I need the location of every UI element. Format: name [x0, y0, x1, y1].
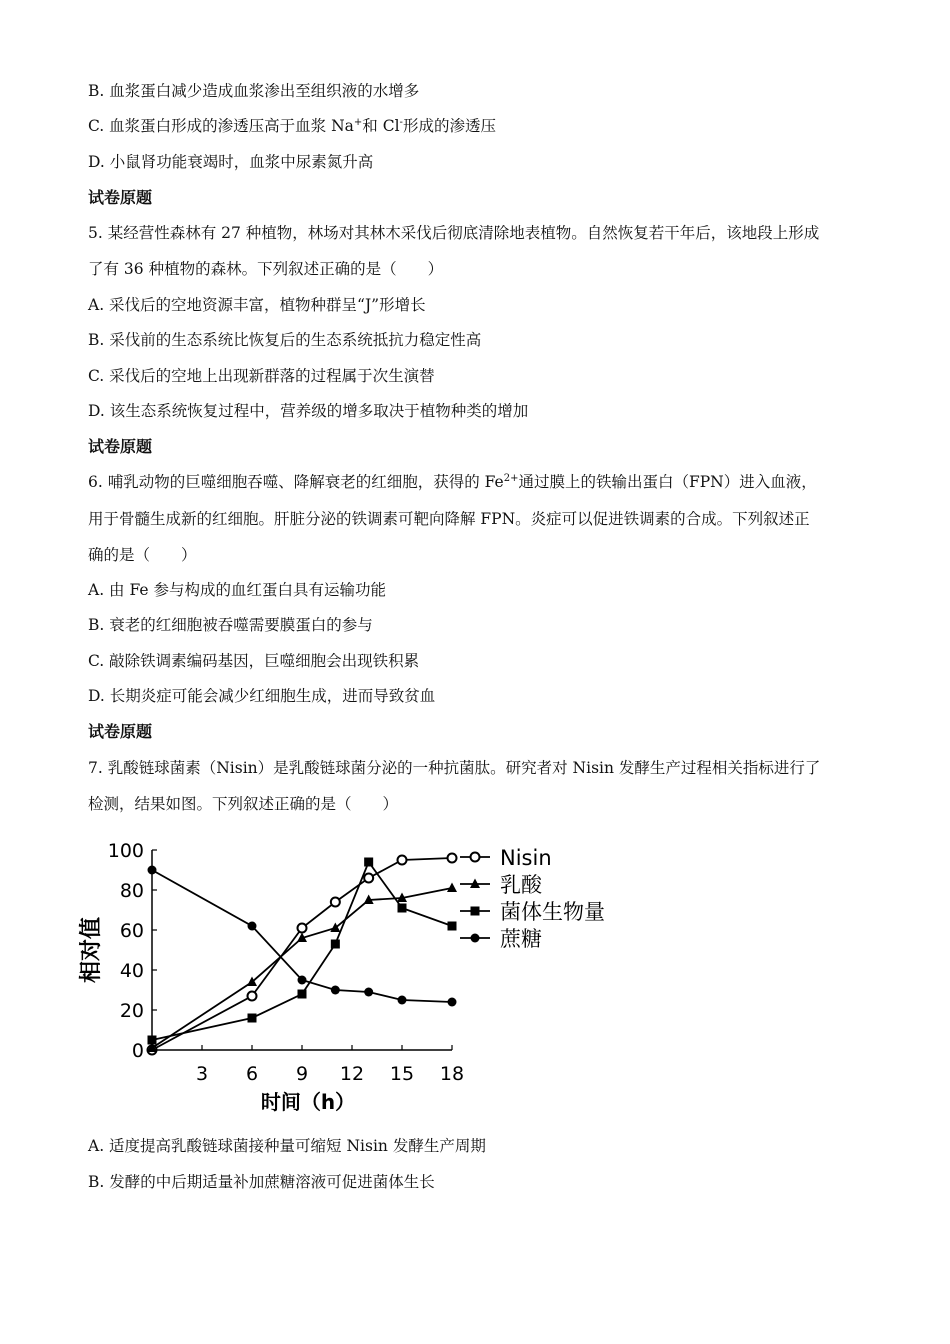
chloride-charge: - [399, 116, 403, 128]
q4-option-c-text-1: C. 血浆蛋白形成的渗透压高于血浆 Na [88, 117, 354, 135]
chart-legend [460, 846, 605, 951]
fermentation-chart [79, 832, 648, 1122]
q5-option-c: C. 采伐后的空地上出现新群落的过程属于次生演替 [88, 367, 435, 385]
x-tick-label: 15 [389, 1063, 415, 1085]
iron-charge: 2+ [503, 472, 519, 484]
lactic-acid-series-line [152, 888, 452, 1048]
sucrose-data-point [298, 976, 307, 985]
q6-stem-line-2: 用于骨髓生成新的红细胞。肝脏分泌的铁调素可靶向降解 FPN。炎症可以促进铁调素的合成。下列叙述正 [88, 510, 810, 528]
lactic-acid-data-point [447, 883, 457, 893]
q5-option-b: B. 采伐前的生态系统比恢复后的生态系统抵抗力稳定性高 [88, 331, 482, 349]
biomass-data-point [148, 1036, 157, 1045]
q7-option-a: A. 适度提高乳酸链球菌接种量可缩短 Nisin 发酵生产周期 [88, 1137, 486, 1155]
q4-option-d: D. 小鼠肾功能衰竭时，血浆中尿素氮升高 [88, 153, 374, 171]
section-heading: 试卷原题 [88, 722, 153, 741]
sucrose-data-point [248, 922, 257, 931]
biomass-data-point [448, 922, 457, 931]
y-tick-label: 40 [119, 960, 144, 982]
x-axis-label: 时间（h） [260, 1090, 356, 1114]
q5-option-d: D. 该生态系统恢复过程中，营养级的增多取决于植物种类的增加 [88, 402, 529, 420]
sucrose-data-point [448, 998, 457, 1007]
legend-marker [471, 853, 480, 862]
q6-option-c: C. 敲除铁调素编码基因，巨噬细胞会出现铁积累 [88, 652, 420, 670]
nisin-data-point [298, 924, 307, 933]
biomass-data-point [398, 904, 407, 913]
q4-option-b: B. 血浆蛋白减少造成血浆渗出至组织液的水增多 [88, 82, 420, 100]
nisin-series-line [152, 858, 452, 1050]
legend-label: Nisin [500, 846, 552, 870]
nisin-data-point [331, 898, 340, 907]
sucrose-data-point [148, 866, 157, 875]
x-tick-label: 18 [439, 1063, 465, 1085]
section-heading: 试卷原题 [88, 437, 153, 456]
y-tick-label: 60 [119, 920, 144, 942]
biomass-data-point [364, 858, 373, 867]
q6-stem-line-1 [88, 472, 817, 492]
biomass-data-point [248, 1014, 257, 1023]
sucrose-data-point [331, 986, 340, 995]
q6-stem-line-3: 确的是（ ） [88, 546, 197, 564]
legend-marker [471, 934, 480, 943]
q7-option-b: B. 发酵的中后期适量补加蔗糖溶液可促进菌体生长 [88, 1173, 435, 1191]
q7-stem-line-1: 7. 乳酸链球菌素（Nisin）是乳酸链球菌分泌的一种抗菌肽。研究者对 Nisin 发酵生产过程相关指标进行了 [88, 759, 821, 777]
q4-option-c-text-2: 和 Cl [362, 117, 400, 135]
y-tick-label: 0 [131, 1040, 144, 1062]
q6-option-d: D. 长期炎症可能会减少红细胞生成，进而导致贫血 [88, 687, 436, 705]
nisin-data-point [248, 992, 257, 1001]
q6-stem-text-2: 通过膜上的铁输出蛋白（FPN）进入血液， [518, 473, 817, 491]
nisin-data-point [364, 874, 373, 883]
x-tick-label: 6 [245, 1063, 259, 1085]
sodium-charge: + [353, 116, 363, 128]
q6-option-a: A. 由 Fe 参与构成的血红蛋白具有运输功能 [88, 581, 386, 599]
legend-marker [471, 907, 480, 916]
chart-axes [152, 850, 452, 1050]
x-tick-label: 12 [339, 1063, 365, 1085]
biomass-data-point [298, 990, 307, 999]
q7-stem-line-2: 检测，结果如图。下列叙述正确的是（ ） [88, 795, 399, 813]
q6-option-b: B. 衰老的红细胞被吞噬需要膜蛋白的参与 [88, 616, 373, 634]
q5-option-a: A. 采伐后的空地资源丰富，植物种群呈“J”形增长 [88, 296, 426, 314]
nisin-data-point [448, 854, 457, 863]
biomass-series-line [152, 862, 452, 1040]
x-tick-label: 9 [295, 1063, 309, 1085]
y-tick-label: 80 [119, 880, 144, 902]
y-tick-label: 100 [107, 840, 144, 862]
section-heading: 试卷原题 [88, 188, 153, 207]
q5-stem-line-2: 了有 36 种植物的森林。下列叙述正确的是（ ） [88, 260, 444, 278]
q4-option-c [88, 116, 496, 136]
q5-stem-line-1: 5. 某经营性森林有 27 种植物，林场对其林木采伐后彻底清除地表植物。自然恢复若干年后，该地段上形成 [88, 224, 820, 242]
legend-label: 蔗糖 [500, 927, 542, 951]
q6-stem-text-1: 6. 哺乳动物的巨噬细胞吞噬、降解衰老的红细胞，获得的 Fe [88, 473, 504, 491]
nisin-data-point [398, 856, 407, 865]
q4-option-c-text-3: 形成的渗透压 [402, 117, 496, 135]
y-axis-label: 相对值 [79, 916, 104, 984]
sucrose-data-point [398, 996, 407, 1005]
legend-label: 乳酸 [500, 873, 542, 897]
x-tick-label: 3 [195, 1063, 209, 1085]
y-tick-label: 20 [119, 1000, 144, 1022]
legend-label: 菌体生物量 [500, 900, 605, 924]
biomass-data-point [331, 940, 340, 949]
sucrose-data-point [364, 988, 373, 997]
